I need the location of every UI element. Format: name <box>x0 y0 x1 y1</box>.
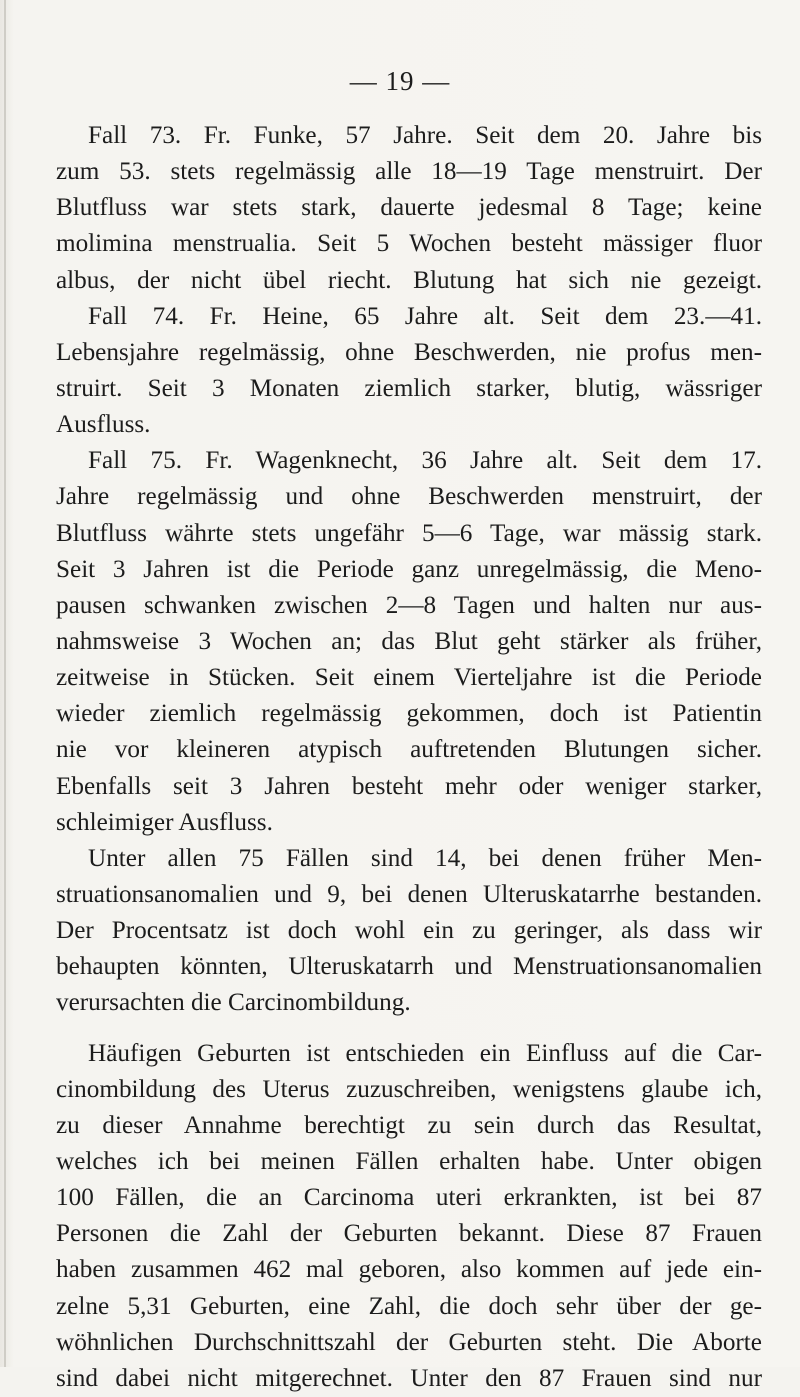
text-line: Jahre regelmässig und ohne Beschwerden menstruirt, der <box>56 483 762 511</box>
text-line: Ebenfalls seit 3 Jahren besteht mehr oder weniger starker, <box>56 772 762 800</box>
text-line: zum 53. stets regelmässig alle 18—19 Tage menstruirt. Der <box>56 158 762 186</box>
text-line: 100 Fällen, die an Carcinoma uteri erkrankten, ist bei 87 <box>56 1184 762 1212</box>
page-number: — 19 — <box>349 66 451 96</box>
text-line: struirt. Seit 3 Monaten ziemlich starker, blutig, wässriger <box>56 374 762 402</box>
text-line: haben zusammen 462 mal geboren, also kommen auf jede ein- <box>56 1256 762 1284</box>
text-line: verursachten die Carcinombildung. <box>56 989 411 1017</box>
paragraph-gap <box>56 1022 762 1036</box>
paragraph-summary <box>56 841 762 1022</box>
paragraph-births <box>56 1036 762 1397</box>
text-line: nie vor kleineren atypisch auftretenden Blutungen sicher. <box>56 736 762 764</box>
text-line: Blutfluss war stets stark, dauerte jedesmal 8 Tage; keine <box>56 194 762 222</box>
text-line: welches ich bei meinen Fällen erhalten habe. Unter obigen <box>56 1147 762 1175</box>
text-line: Der Procentsatz ist doch wohl ein zu geringer, als dass wir <box>56 917 762 945</box>
text-line: pausen schwanken zwischen 2—8 Tagen und halten nur aus- <box>56 591 762 619</box>
text-line: behaupten könnten, Ulteruskatarrh und Menstruationsanomalien <box>56 953 762 981</box>
body-text <box>56 118 762 1397</box>
text-line: Seit 3 Jahren ist die Periode ganz unregelmässig, die Meno- <box>56 555 762 583</box>
text-line: zelne 5,31 Geburten, eine Zahl, die doch sehr über der ge- <box>56 1292 762 1320</box>
paragraph-fall-75 <box>56 443 762 841</box>
text-line: struationsanomalien und 9, bei denen Ulteruskatarrhe bestanden. <box>56 880 762 908</box>
text-line: molimina menstrualia. Seit 5 Wochen besteht mässiger fluor <box>56 230 762 258</box>
text-line: zeitweise in Stücken. Seit einem Vierteljahre ist die Periode <box>56 664 762 692</box>
text-line: wieder ziemlich regelmässig gekommen, doch ist Patientin <box>56 700 762 728</box>
text-line: Häufigen Geburten ist entschieden ein Einfluss auf die Car- <box>88 1039 762 1067</box>
binding-edge <box>4 0 6 1367</box>
text-line: Ausfluss. <box>56 411 151 439</box>
paragraph-fall-73 <box>56 118 762 299</box>
text-line: Blutfluss währte stets ungefähr 5—6 Tage, war mässig stark. <box>56 519 762 547</box>
text-line: Lebensjahre regelmässig, ohne Beschwerden, nie profus men- <box>56 338 762 366</box>
text-line: Unter allen 75 Fällen sind 14, bei denen früher Men- <box>88 844 762 872</box>
text-line: albus, der nicht übel riecht. Blutung hat sich nie gezeigt. <box>56 266 762 294</box>
text-line: Fall 75. Fr. Wagenknecht, 36 Jahre alt. Seit dem 17. <box>88 447 762 475</box>
text-line: Fall 74. Fr. Heine, 65 Jahre alt. Seit dem 23.—41. <box>88 302 762 330</box>
text-line: Fall 73. Fr. Funke, 57 Jahre. Seit dem 20. Jahre bis <box>88 122 762 149</box>
paragraph-fall-74 <box>56 299 762 444</box>
text-line: schleimiger Ausfluss. <box>56 808 273 836</box>
text-line: Personen die Zahl der Geburten bekannt. Diese 87 Frauen <box>56 1220 762 1248</box>
text-line: wöhnlichen Durchschnittszahl der Geburten steht. Die Aborte <box>56 1328 762 1356</box>
text-line: zu dieser Annahme berechtigt zu sein durch das Resultat, <box>56 1111 762 1139</box>
text-line: cinombildung des Uterus zuzuschreiben, wenigstens glaube ich, <box>56 1075 762 1103</box>
text-line: sind dabei nicht mitgerechnet. Unter den 87 Frauen sind nur <box>56 1364 762 1392</box>
text-line: nahmsweise 3 Wochen an; das Blut geht stärker als früher, <box>56 627 762 655</box>
